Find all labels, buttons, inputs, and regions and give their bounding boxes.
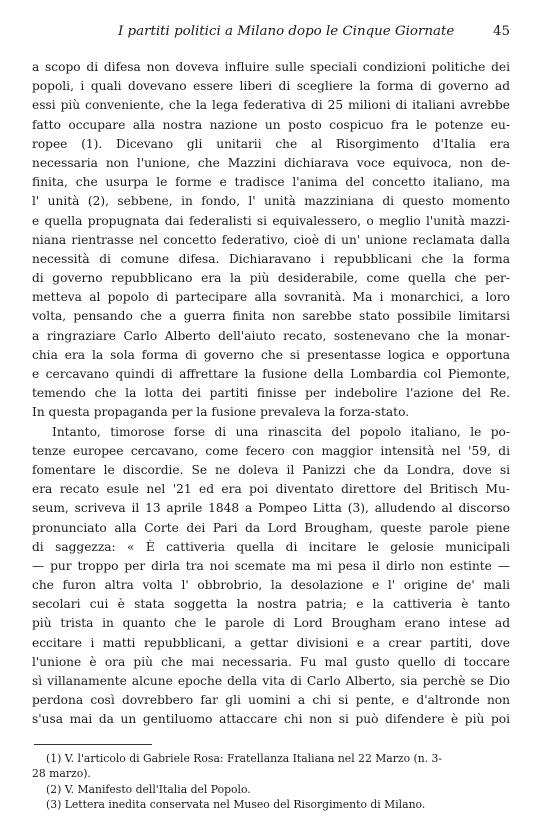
body-line: di governo repubblicano era la più desiderabile, come quella che per- [32,271,510,286]
page-number: 45 [492,24,510,39]
body-line: seum, scriveva il 13 aprile 1848 a Pompeo Litta (3), alludendo al discorso [32,501,510,516]
body-line: chia era la sola forma di governo che si presentasse logica e opportuna [32,347,510,362]
body-line: sì villanamente alcune epoche della vita di Carlo Alberto, sia perchè se Dio [32,674,510,688]
body-line: di saggezza: « È cattiveria quella di incitare le gelosie municipali [32,539,510,554]
body-line: ropee (1). Dicevano gli unitarii che al Risorgimento d'Italia era [32,136,510,151]
footnote-divider [34,744,152,745]
body-line: che furon altra volta l' obbrobrio, la desolazione e l' origine de' mali [32,578,510,593]
body-line: l'unione è ora più che mai necessaria. Fu mal gusto quello di toccare [32,654,510,669]
body-line: essi più conveniente, che la lega federativa di 25 milioni di italiani avrebbe [32,98,510,113]
page-header [32,24,510,48]
body-line: a scopo di difesa non doveva influire sulle speciali condizioni politiche dei [32,60,510,74]
body-line: secolari cui è stata soggetta la nostra patria; e la cattiveria è tanto [32,597,510,612]
running-title: I partiti politici a Milano dopo le Cinque Giornate [118,24,455,39]
body-line: tenze europee cercavano, come fecero con maggior intensità nel '59, di [32,443,510,458]
body-line: necessaria non l'unione, che Mazzini dichiarava voce equivoca, non de- [32,155,510,170]
body-line: Intanto, timorose forse di una rinascita del popolo italiano, le po- [52,424,510,439]
body-line: — pur troppo per dirla tra noi scemate ma mi pesa il dirlo non estinte — [32,558,510,573]
body-line: pronunciato alla Corte dei Pari da Lord Brougham, queste parole piene [32,520,510,535]
footnotes [32,744,510,813]
body-line: fomentare le discordie. Se ne doleva il Panizzi che da Londra, dove si [32,462,510,477]
body-line: metteva al popolo di partecipare alla sovranità. Ma i monarchici, a loro [32,290,510,305]
footnote-line: 28 marzo). [32,767,91,781]
body-line: e quella propugnata dai federalisti si equivalessero, o meglio l'unità mazzi- [32,213,510,228]
body-line: volta, pensando che a guerra finita non sarebbe stato possibile limitarsi [32,309,510,324]
footnote-line: (3) Lettera inedita conservata nel Museo del Risorgimento di Milano. [46,798,426,812]
body-line: fatto occupare alla nostra nazione un posto cospicuo fra le potenze eu- [32,117,510,132]
body-line: finita, che usurpa le forme e tradisce l'anima del concetto italiano, ma [32,175,510,190]
body-line: eccitare i matti repubblicani, a gettar divisioni e a crear partiti, dove [32,635,510,650]
body-line: era recato esule nel '21 ed era poi diventato direttore del Britisch Mu- [32,482,510,497]
body-line: e cercavano quindi di affrettare la fusione della Lombardia col Piemonte, [32,367,510,381]
body-line: popoli, i quali dovevano essere liberi di scegliere la forma di governo ad [32,79,510,94]
body-line: necessità di comune difesa. Dichiaravano i repubblicani che la forma [32,251,510,266]
body-line: a ringraziare Carlo Alberto dell'aiuto recato, sostenevano che la monar- [32,328,510,343]
body-line: temendo che la lotta dei partiti finisse per indebolire l'azione del Re. [32,386,510,401]
body-line: l' unità (2), sebbene, in fondo, l' unità mazziniana di questo momento [32,194,510,209]
footnote-line: (1) V. l'articolo di Gabriele Rosa: Fratellanza Italiana nel 22 Marzo (n. 3- [46,751,443,765]
body-line: s'usa mai da un gentiluomo attaccare chi non si può difendere è più poi [32,712,510,727]
body-text [32,58,510,730]
body-line: In questa propaganda per la fusione prevaleva la forza-stato. [32,405,410,420]
body-line: perdona così dovrebbero far gli uomini a chi si pente, e d'altronde non [32,693,510,708]
body-line: niana rientrasse nel concetto federativo, cioè di un' unione reclamata dalla [32,232,510,247]
footnote-line: (2) V. Manifesto dell'Italia del Popolo. [46,782,251,796]
body-line: più trista in quanto che le parole di Lord Brougham erano intese ad [32,616,510,631]
